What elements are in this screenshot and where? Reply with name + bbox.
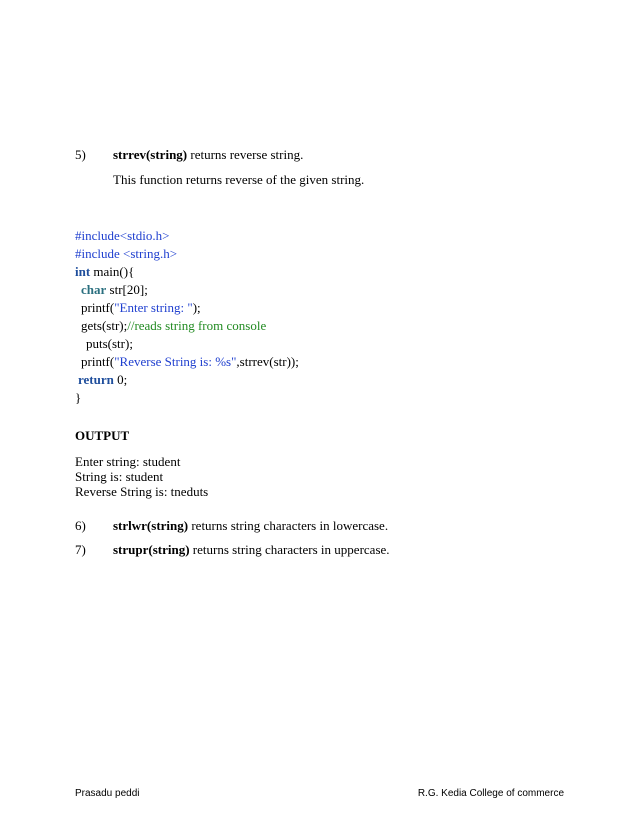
code-gets: gets(str);: [81, 318, 128, 333]
code-keyword-return: return: [78, 372, 114, 387]
item-6-text: [113, 518, 388, 534]
code-closing-brace: }: [75, 390, 82, 405]
item-7-description: returns string characters in uppercase.: [189, 542, 390, 557]
code-string-literal-1: "Enter string: ": [114, 300, 193, 315]
output-line-2: String is: student: [75, 469, 164, 484]
footer-author: Prasadu peddi: [75, 788, 140, 799]
footer-college: R.G. Kedia College of commerce: [417, 788, 564, 799]
item-6-number: 6): [75, 518, 86, 533]
item-6-description: returns string characters in lowercase.: [188, 518, 389, 533]
code-printf-1-end: );: [192, 300, 201, 315]
code-line-2: [75, 246, 177, 262]
item-7-number: 7): [75, 542, 86, 557]
code-str-decl: str[20];: [106, 282, 148, 297]
code-keyword-char: char: [81, 282, 107, 297]
code-printf-2: printf(: [81, 354, 115, 369]
code-line-7: [86, 336, 133, 352]
code-line-1: [75, 228, 169, 244]
code-string-literal-2: "Reverse String is: %s": [114, 354, 237, 369]
item-7-function: strupr(string): [113, 542, 190, 557]
code-line-4: [81, 282, 148, 298]
item-5-number: 5): [75, 147, 86, 162]
code-line-9: [78, 372, 127, 388]
code-include-stdio: #include<stdio.h>: [75, 228, 170, 243]
output-line-3: Reverse String is: tneduts: [75, 484, 209, 499]
output-line-1: Enter string: student: [75, 454, 181, 469]
code-line-5: [81, 300, 201, 316]
code-include-string: #include <string.h>: [75, 246, 178, 261]
item-5-text: [113, 147, 303, 163]
output-heading: OUTPUT: [75, 428, 130, 443]
code-comment: //reads string from console: [127, 318, 267, 333]
code-line-10: [75, 390, 81, 406]
code-printf-2-end: ,strrev(str));: [236, 354, 299, 369]
item-5-function: strrev(string): [113, 147, 188, 162]
code-puts: puts(str);: [86, 336, 133, 351]
code-main-decl: main(){: [90, 264, 135, 279]
item-5-description: returns reverse string.: [187, 147, 304, 162]
code-return-value: 0;: [113, 372, 128, 387]
item-5-explanation: This function returns reverse of the given string.: [113, 172, 365, 187]
code-keyword-int: int: [75, 264, 91, 279]
code-line-3: [75, 264, 134, 280]
item-6-function: strlwr(string): [113, 518, 189, 533]
code-printf-1: printf(: [81, 300, 115, 315]
code-line-6: [81, 318, 266, 334]
item-7-text: [113, 542, 390, 558]
code-line-8: [81, 354, 299, 370]
